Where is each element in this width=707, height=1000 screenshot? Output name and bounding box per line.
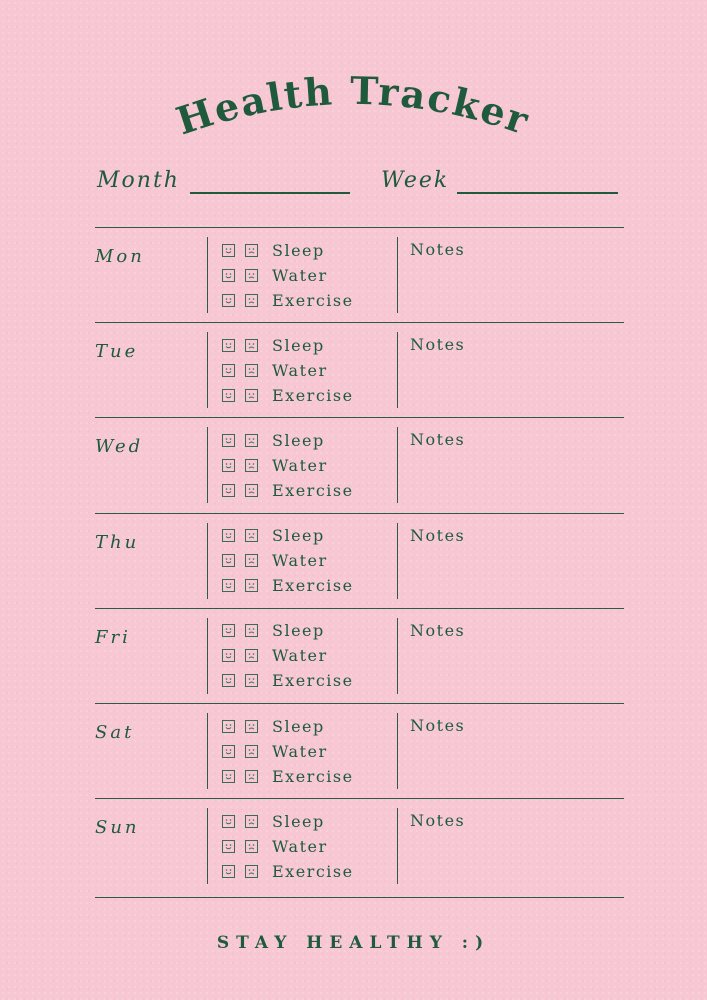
smile-checkbox-icon[interactable]: [222, 339, 235, 352]
tracker-item: [222, 646, 328, 666]
item-label: Exercise: [272, 766, 354, 786]
frown-checkbox-icon[interactable]: [245, 244, 258, 257]
tracker-item: [222, 290, 354, 310]
frown-checkbox-icon[interactable]: [245, 840, 258, 853]
item-label: Water: [272, 741, 328, 761]
smile-checkbox-icon[interactable]: [222, 649, 235, 662]
month-field[interactable]: [97, 168, 357, 198]
notes-label: Notes: [410, 811, 466, 831]
item-label: Exercise: [272, 671, 354, 691]
tracker-item: [222, 861, 354, 881]
tracker-item: [222, 551, 328, 571]
tracker-item: [222, 430, 325, 450]
row-divider: [95, 897, 624, 898]
item-label: Water: [272, 360, 328, 380]
notes-label: Notes: [410, 620, 466, 640]
item-label: Exercise: [272, 385, 354, 405]
frown-checkbox-icon[interactable]: [245, 364, 258, 377]
tracker-item: [222, 526, 325, 546]
smile-checkbox-icon[interactable]: [222, 840, 235, 853]
column-divider: [207, 523, 208, 599]
row-divider: [95, 227, 624, 228]
notes-label: Notes: [410, 240, 466, 259]
tracker-item: [222, 671, 354, 691]
frown-checkbox-icon[interactable]: [245, 269, 258, 282]
smile-checkbox-icon[interactable]: [222, 294, 235, 307]
column-divider: [207, 713, 208, 789]
tracker-item: [222, 385, 354, 405]
smile-checkbox-icon[interactable]: [222, 745, 235, 758]
day-label: Tue: [95, 341, 139, 363]
footer-message: STAY HEALTHY :): [216, 933, 491, 953]
frown-checkbox-icon[interactable]: [245, 554, 258, 567]
column-divider: [207, 237, 208, 313]
tracker-item: [222, 455, 328, 475]
smile-checkbox-icon[interactable]: [222, 579, 235, 592]
page-title: Health Tracker: [170, 67, 536, 144]
tracker-item: [222, 240, 325, 260]
frown-checkbox-icon[interactable]: [245, 745, 258, 758]
column-divider: [207, 332, 208, 408]
item-label: Sleep: [272, 526, 325, 546]
item-label: Sleep: [272, 430, 325, 450]
row-divider: [95, 798, 624, 799]
frown-checkbox-icon[interactable]: [245, 815, 258, 828]
smile-checkbox-icon[interactable]: [222, 389, 235, 402]
title-area: [0, 30, 707, 160]
item-label: Sleep: [272, 621, 325, 641]
smile-checkbox-icon[interactable]: [222, 624, 235, 637]
item-label: Water: [272, 836, 328, 856]
item-label: Exercise: [272, 480, 354, 500]
row-divider: [95, 322, 624, 323]
tracker-item: [222, 576, 354, 596]
frown-checkbox-icon[interactable]: [245, 339, 258, 352]
smile-checkbox-icon[interactable]: [222, 720, 235, 733]
tracker-item: [222, 811, 325, 831]
notes-label: Notes: [410, 335, 466, 355]
frown-checkbox-icon[interactable]: [245, 294, 258, 307]
column-divider: [397, 332, 398, 408]
column-divider: [207, 618, 208, 694]
column-divider: [397, 618, 398, 694]
smile-checkbox-icon[interactable]: [222, 244, 235, 257]
tracker-item: [222, 766, 354, 786]
day-label: Fri: [95, 626, 131, 648]
frown-checkbox-icon[interactable]: [245, 459, 258, 472]
item-label: Water: [272, 265, 328, 285]
title-arc: [0, 30, 707, 160]
month-label: Month: [97, 168, 180, 193]
smile-checkbox-icon[interactable]: [222, 770, 235, 783]
smile-checkbox-icon[interactable]: [222, 815, 235, 828]
row-divider: [95, 513, 624, 514]
smile-checkbox-icon[interactable]: [222, 484, 235, 497]
item-label: Sleep: [272, 716, 325, 736]
row-divider: [95, 703, 624, 704]
month-line: [190, 192, 350, 194]
smile-checkbox-icon[interactable]: [222, 364, 235, 377]
tracker-item: [222, 335, 325, 355]
tracker-item: [222, 716, 325, 736]
day-label: Thu: [95, 531, 140, 553]
notes-label: Notes: [410, 716, 466, 735]
column-divider: [207, 427, 208, 503]
tracker-item: [222, 360, 328, 380]
smile-checkbox-icon[interactable]: [222, 434, 235, 447]
smile-checkbox-icon[interactable]: [222, 459, 235, 472]
row-divider: [95, 417, 624, 418]
day-label: Wed: [95, 436, 144, 458]
frown-checkbox-icon[interactable]: [245, 674, 258, 687]
notes-label: Notes: [410, 525, 466, 545]
tracker-item: [222, 480, 354, 500]
week-label: Week: [381, 168, 450, 193]
item-label: Water: [272, 551, 328, 571]
tracker-item: [222, 265, 328, 285]
item-label: Exercise: [272, 861, 354, 881]
tracker-item: [222, 621, 325, 641]
frown-checkbox-icon[interactable]: [245, 529, 258, 542]
item-label: Sleep: [272, 811, 325, 831]
frown-checkbox-icon[interactable]: [245, 579, 258, 592]
frown-checkbox-icon[interactable]: [245, 434, 258, 447]
item-label: Exercise: [272, 576, 354, 596]
column-divider: [207, 808, 208, 884]
frown-checkbox-icon[interactable]: [245, 770, 258, 783]
frown-checkbox-icon[interactable]: [245, 484, 258, 497]
row-divider: [95, 608, 624, 609]
frown-checkbox-icon[interactable]: [245, 624, 258, 637]
column-divider: [397, 237, 398, 313]
column-divider: [397, 427, 398, 503]
week-line: [457, 192, 618, 194]
frown-checkbox-icon[interactable]: [245, 720, 258, 733]
week-field[interactable]: [381, 168, 621, 198]
item-label: Water: [272, 646, 328, 666]
item-label: Sleep: [272, 335, 325, 355]
smile-checkbox-icon[interactable]: [222, 529, 235, 542]
item-label: Sleep: [272, 240, 325, 260]
day-label: Sat: [95, 722, 135, 743]
column-divider: [397, 808, 398, 884]
column-divider: [397, 713, 398, 789]
frown-checkbox-icon[interactable]: [245, 389, 258, 402]
column-divider: [397, 523, 398, 599]
tracker-item: [222, 741, 328, 761]
day-label: Sun: [95, 817, 140, 839]
item-label: Exercise: [272, 290, 354, 310]
notes-label: Notes: [410, 430, 466, 450]
day-label: Mon: [95, 246, 145, 267]
tracker-item: [222, 836, 328, 856]
smile-checkbox-icon[interactable]: [222, 554, 235, 567]
frown-checkbox-icon[interactable]: [245, 865, 258, 878]
smile-checkbox-icon[interactable]: [222, 674, 235, 687]
smile-checkbox-icon[interactable]: [222, 865, 235, 878]
smile-checkbox-icon[interactable]: [222, 269, 235, 282]
frown-checkbox-icon[interactable]: [245, 649, 258, 662]
item-label: Water: [272, 455, 328, 475]
